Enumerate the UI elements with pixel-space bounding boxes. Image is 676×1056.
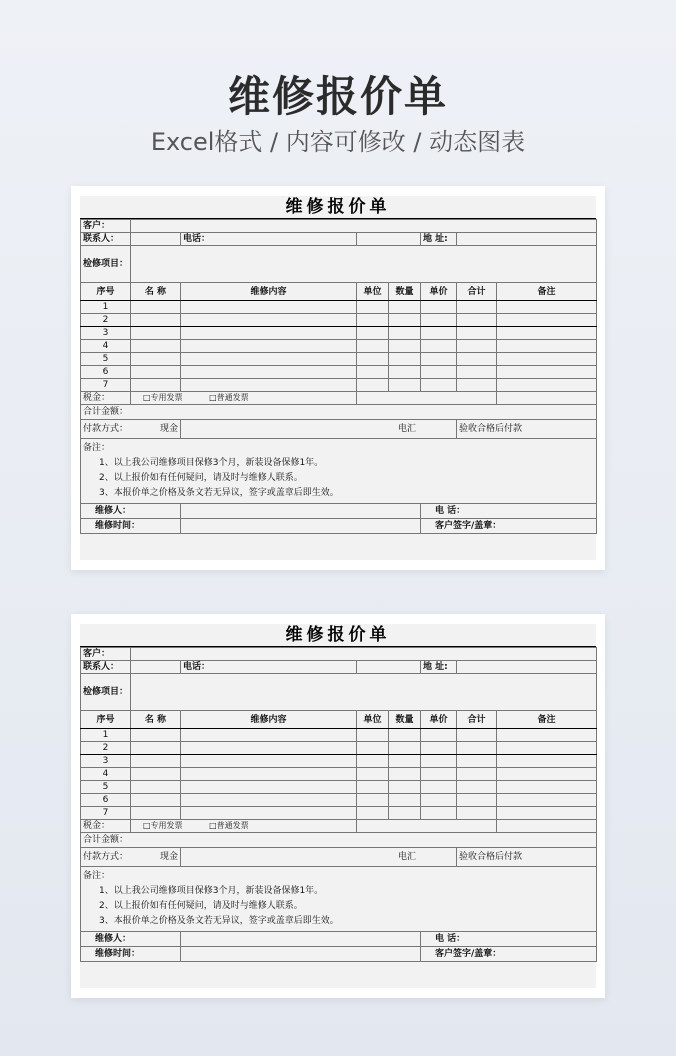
quote-sheet: [80, 624, 596, 988]
row-cell[interactable]: [497, 353, 597, 366]
tax-option-special[interactable]: □专用发票: [143, 393, 183, 402]
notes-block: [81, 439, 597, 504]
row-cell[interactable]: [131, 768, 181, 781]
row-cell[interactable]: [457, 742, 497, 755]
table-row: [81, 794, 597, 807]
note-item: 2、以上报价如有任何疑问，请及时与维修人联系。: [99, 901, 303, 911]
tax-option-normal[interactable]: □普通发票: [209, 821, 249, 830]
row-cell[interactable]: [389, 781, 421, 794]
col-header: 单位: [357, 711, 389, 729]
row-cell[interactable]: [357, 301, 389, 314]
row-cell[interactable]: [457, 340, 497, 353]
row-cell[interactable]: [357, 781, 389, 794]
notes-label: 备注：: [83, 871, 111, 881]
customer-row: [81, 220, 597, 233]
row-cell[interactable]: [181, 729, 357, 742]
payment-row: [81, 420, 597, 439]
row-cell[interactable]: [457, 794, 497, 807]
sheet-title: 维修报价单: [80, 196, 596, 219]
phone2-label: 电 话：: [421, 932, 597, 947]
table-row: [81, 353, 597, 366]
table-row: [81, 379, 597, 392]
row-cell[interactable]: [181, 794, 357, 807]
row-cell[interactable]: [497, 379, 597, 392]
note-item: 1、以上我公司维修项目保修3个月，新装设备保修1年。: [99, 886, 324, 896]
row-cell[interactable]: [357, 366, 389, 379]
row-cell[interactable]: [389, 327, 421, 340]
row-cell[interactable]: [131, 794, 181, 807]
row-cell[interactable]: [497, 794, 597, 807]
note-item: 2、以上报价如有任何疑问，请及时与维修人联系。: [99, 473, 303, 483]
repairer-label: 维修人：: [81, 504, 181, 519]
sheet-preview-1: [71, 186, 605, 570]
row-cell[interactable]: [389, 768, 421, 781]
row-number: 3: [81, 327, 131, 340]
row-cell[interactable]: [357, 807, 389, 820]
row-cell[interactable]: [497, 742, 597, 755]
row-number: 5: [81, 353, 131, 366]
col-header: 合计: [457, 283, 497, 301]
row-cell[interactable]: [457, 807, 497, 820]
row-cell[interactable]: [421, 807, 457, 820]
tax-label: 税金：: [81, 392, 131, 405]
row-cell[interactable]: [357, 794, 389, 807]
row-cell[interactable]: [497, 366, 597, 379]
row-cell[interactable]: [389, 379, 421, 392]
total-label: 合计金额：: [81, 833, 597, 848]
col-header: 备注: [497, 283, 597, 301]
table-row: [81, 755, 597, 768]
row-cell[interactable]: [421, 353, 457, 366]
row-cell[interactable]: [421, 327, 457, 340]
repair-time-row: [81, 519, 597, 534]
row-number: 1: [81, 729, 131, 742]
row-cell[interactable]: [421, 794, 457, 807]
row-cell[interactable]: [497, 327, 597, 340]
sheet-preview-2: [71, 614, 605, 998]
notes-block: [81, 867, 597, 932]
address-label: 地 址:: [421, 233, 457, 246]
repairer-row: [81, 504, 597, 519]
row-cell[interactable]: [181, 340, 357, 353]
table-row: [81, 729, 597, 742]
row-number: 4: [81, 768, 131, 781]
row-cell[interactable]: [497, 340, 597, 353]
sign-label: 客户签字/盖章：: [421, 947, 597, 962]
row-cell[interactable]: [389, 366, 421, 379]
col-header: 备注: [497, 711, 597, 729]
contact-label: 联系人：: [81, 661, 131, 674]
payment-option-cash[interactable]: 现金: [159, 852, 178, 862]
row-cell[interactable]: [389, 301, 421, 314]
address-value[interactable]: [457, 233, 597, 246]
row-cell[interactable]: [357, 327, 389, 340]
tax-option-special[interactable]: □专用发票: [143, 821, 183, 830]
project-value[interactable]: [131, 246, 597, 283]
row-cell[interactable]: [357, 742, 389, 755]
phone-value[interactable]: [357, 661, 421, 674]
row-cell[interactable]: [389, 807, 421, 820]
row-cell[interactable]: [497, 768, 597, 781]
contact-label: 联系人：: [81, 233, 131, 246]
row-cell[interactable]: [497, 314, 597, 327]
customer-value[interactable]: [131, 220, 597, 233]
row-cell[interactable]: [389, 755, 421, 768]
row-cell[interactable]: [131, 742, 181, 755]
quote-sheet: [80, 196, 596, 560]
table-row: [81, 742, 597, 755]
project-value[interactable]: [131, 674, 597, 711]
row-cell[interactable]: [131, 327, 181, 340]
tax-row: [81, 392, 597, 405]
row-cell[interactable]: [457, 327, 497, 340]
col-header: 单价: [421, 711, 457, 729]
row-cell[interactable]: [131, 340, 181, 353]
row-cell[interactable]: [181, 301, 357, 314]
col-header: 名 称: [131, 711, 181, 729]
row-number: 6: [81, 366, 131, 379]
payment-option-cash[interactable]: 现金: [159, 424, 178, 434]
payment-label: 付款方式： 现金: [81, 848, 181, 867]
row-cell[interactable]: [421, 340, 457, 353]
payment-label: 付款方式： 现金: [81, 420, 181, 439]
row-number: 1: [81, 301, 131, 314]
row-cell[interactable]: [181, 314, 357, 327]
row-cell[interactable]: [457, 314, 497, 327]
address-label: 地 址:: [421, 661, 457, 674]
row-cell[interactable]: [131, 314, 181, 327]
phone2-label: 电 话：: [421, 504, 597, 519]
contact-row: [81, 661, 597, 674]
row-number: 6: [81, 794, 131, 807]
col-header: 维修内容: [181, 711, 357, 729]
total-label: 合计金额：: [81, 405, 597, 420]
tax-value[interactable]: [357, 820, 497, 833]
customer-label: 客户：: [81, 648, 131, 661]
row-cell[interactable]: [131, 807, 181, 820]
repairer-value[interactable]: [181, 932, 421, 947]
tax-label: 税金：: [81, 820, 131, 833]
row-cell[interactable]: [457, 768, 497, 781]
row-cell[interactable]: [421, 729, 457, 742]
col-header: 数量: [389, 283, 421, 301]
row-cell[interactable]: [389, 314, 421, 327]
row-cell[interactable]: [131, 366, 181, 379]
row-cell[interactable]: [389, 794, 421, 807]
payment-option-acceptance[interactable]: 验收合格后付款: [457, 420, 597, 439]
page-subtitle: Excel格式 / 内容可修改 / 动态图表: [150, 128, 526, 156]
payment-option-wire[interactable]: 电汇: [181, 420, 457, 439]
row-cell[interactable]: [457, 781, 497, 794]
phone-label: 电话：: [181, 661, 357, 674]
table-row: [81, 301, 597, 314]
row-cell[interactable]: [357, 314, 389, 327]
row-cell[interactable]: [357, 755, 389, 768]
row-cell[interactable]: [181, 366, 357, 379]
row-cell[interactable]: [181, 781, 357, 794]
contact-value[interactable]: [131, 661, 181, 674]
row-cell[interactable]: [421, 366, 457, 379]
tax-option-normal[interactable]: □普通发票: [209, 393, 249, 402]
repair-time-row: [81, 947, 597, 962]
row-cell[interactable]: [181, 768, 357, 781]
customer-row: [81, 648, 597, 661]
row-cell[interactable]: [421, 314, 457, 327]
row-cell[interactable]: [389, 340, 421, 353]
customer-label: 客户：: [81, 220, 131, 233]
repair-time-label: 维修时间：: [81, 947, 181, 962]
page-title: 维修报价单: [227, 72, 448, 121]
row-cell[interactable]: [497, 755, 597, 768]
row-cell[interactable]: [457, 729, 497, 742]
row-number: 4: [81, 340, 131, 353]
row-cell[interactable]: [131, 301, 181, 314]
table-row: [81, 781, 597, 794]
row-cell[interactable]: [457, 379, 497, 392]
row-cell[interactable]: [131, 755, 181, 768]
quote-table: [80, 647, 597, 962]
payment-row: [81, 848, 597, 867]
payment-option-wire[interactable]: 电汇: [181, 848, 457, 867]
col-header: 名 称: [131, 283, 181, 301]
total-row: [81, 833, 597, 848]
customer-value[interactable]: [131, 648, 597, 661]
row-cell[interactable]: [131, 729, 181, 742]
row-cell[interactable]: [131, 353, 181, 366]
row-cell[interactable]: [421, 301, 457, 314]
table-row: [81, 768, 597, 781]
row-cell[interactable]: [181, 379, 357, 392]
phone-label: 电话：: [181, 233, 357, 246]
row-number: 2: [81, 742, 131, 755]
row-cell[interactable]: [357, 379, 389, 392]
row-number: 3: [81, 755, 131, 768]
tax-value[interactable]: [357, 392, 497, 405]
row-cell[interactable]: [457, 755, 497, 768]
repair-time-label: 维修时间：: [81, 519, 181, 534]
row-cell[interactable]: [181, 353, 357, 366]
repair-time-value[interactable]: [181, 519, 421, 534]
row-number: 2: [81, 314, 131, 327]
col-header: 维修内容: [181, 283, 357, 301]
col-header: 单位: [357, 283, 389, 301]
quote-table: [80, 219, 597, 534]
row-cell[interactable]: [497, 781, 597, 794]
row-cell[interactable]: [497, 729, 597, 742]
tax-options[interactable]: [131, 392, 357, 405]
row-cell[interactable]: [421, 768, 457, 781]
project-label: 检修项目：: [81, 674, 131, 711]
note-item: 3、本报价单之价格及条文若无异议，签字或盖章后即生效。: [99, 916, 339, 926]
row-cell[interactable]: [389, 729, 421, 742]
tax-row: [81, 820, 597, 833]
row-cell[interactable]: [497, 807, 597, 820]
row-number: 5: [81, 781, 131, 794]
row-cell[interactable]: [181, 742, 357, 755]
row-cell[interactable]: [421, 781, 457, 794]
table-row: [81, 807, 597, 820]
row-cell[interactable]: [357, 768, 389, 781]
row-cell[interactable]: [181, 327, 357, 340]
table-row: [81, 340, 597, 353]
notes-label: 备注：: [83, 443, 111, 453]
sheet-title: 维修报价单: [80, 624, 596, 647]
row-cell[interactable]: [131, 379, 181, 392]
row-cell[interactable]: [457, 366, 497, 379]
sign-label: 客户签字/盖章：: [421, 519, 597, 534]
col-header: 数量: [389, 711, 421, 729]
col-header: 序号: [81, 283, 131, 301]
contact-row: [81, 233, 597, 246]
row-cell[interactable]: [421, 742, 457, 755]
row-number: 7: [81, 379, 131, 392]
repairer-label: 维修人：: [81, 932, 181, 947]
project-label: 检修项目：: [81, 246, 131, 283]
row-cell[interactable]: [357, 729, 389, 742]
repair-time-value[interactable]: [181, 947, 421, 962]
col-header: 合计: [457, 711, 497, 729]
row-cell[interactable]: [457, 353, 497, 366]
row-cell[interactable]: [357, 353, 389, 366]
phone-value[interactable]: [357, 233, 421, 246]
table-row: [81, 327, 597, 340]
row-cell[interactable]: [181, 807, 357, 820]
contact-value[interactable]: [131, 233, 181, 246]
col-header: 单价: [421, 283, 457, 301]
row-cell[interactable]: [421, 755, 457, 768]
row-cell[interactable]: [357, 340, 389, 353]
note-item: 1、以上我公司维修项目保修3个月，新装设备保修1年。: [99, 458, 324, 468]
row-cell[interactable]: [457, 301, 497, 314]
address-value[interactable]: [457, 661, 597, 674]
row-cell[interactable]: [421, 379, 457, 392]
repairer-value[interactable]: [181, 504, 421, 519]
note-item: 3、本报价单之价格及条文若无异议，签字或盖章后即生效。: [99, 488, 339, 498]
row-cell[interactable]: [389, 742, 421, 755]
row-cell[interactable]: [181, 755, 357, 768]
project-row: [81, 674, 597, 711]
tax-note[interactable]: [497, 820, 597, 833]
total-row: [81, 405, 597, 420]
row-cell[interactable]: [131, 781, 181, 794]
payment-option-acceptance[interactable]: 验收合格后付款: [457, 848, 597, 867]
tax-note[interactable]: [497, 392, 597, 405]
repairer-row: [81, 932, 597, 947]
table-header: [81, 283, 597, 301]
tax-options[interactable]: [131, 820, 357, 833]
row-cell[interactable]: [497, 301, 597, 314]
row-cell[interactable]: [389, 353, 421, 366]
col-header: 序号: [81, 711, 131, 729]
project-row: [81, 246, 597, 283]
row-number: 7: [81, 807, 131, 820]
table-row: [81, 366, 597, 379]
table-header: [81, 711, 597, 729]
table-row: [81, 314, 597, 327]
